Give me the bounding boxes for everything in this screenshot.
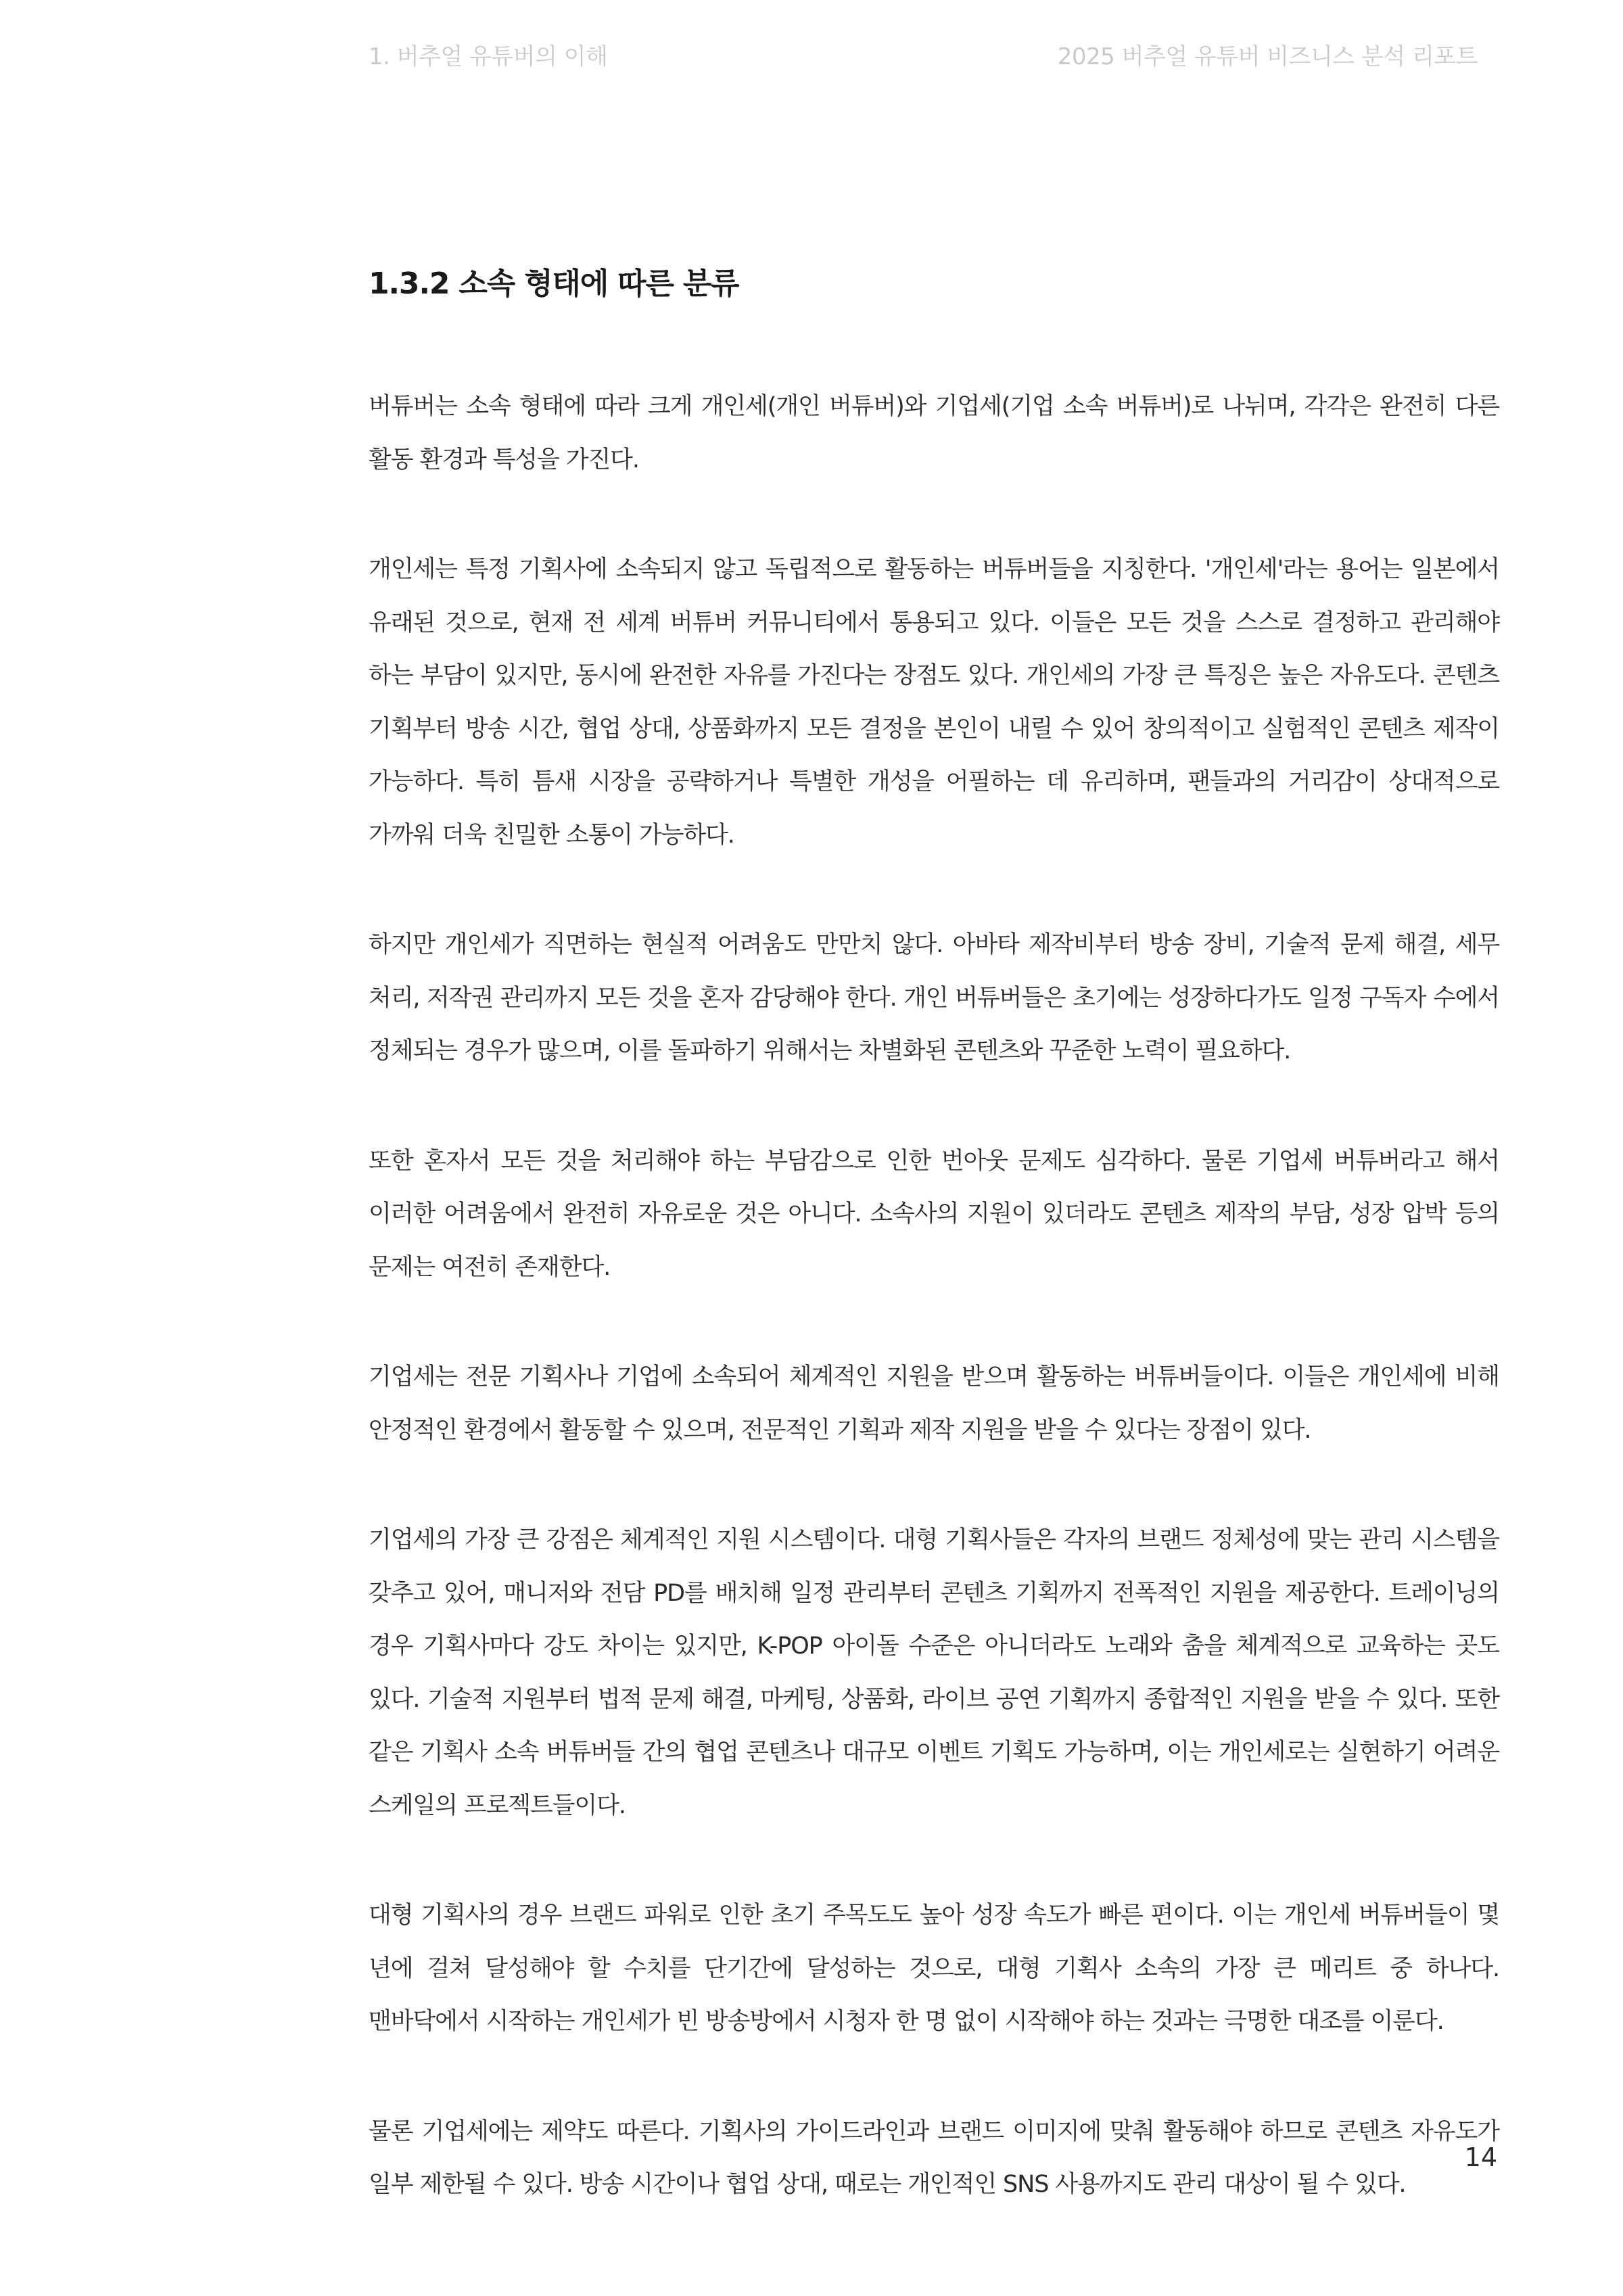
section-title: 1.3.2 소속 형태에 따른 분류 [369,266,739,301]
chapter-header: 1. 버추얼 유튜버의 이해 [369,43,608,70]
running-header [369,38,1478,72]
page-content [369,260,1499,2268]
paragraph-corporate-support: 기업세의 가장 큰 강점은 체계적인 지원 시스템이다. 대형 기획사들은 각자의 브랜드 정체성에 맞는 관리 시스템을 갖추고 있어, 매니저와 전담 PD를 배치해 일정 관리부터 콘텐츠 기획까지 전폭적인 지원을 제공한다. 트레이닝의 경우 기획사마다 강도 차이는 있지만, K-POP 아이돌 수준은 아니더라도 노래와 춤을 체계적으로 교육하는 곳도 있다. 기술적 지원부터 법적 문제 해결, 마케팅, 상품화, 라이브 공연 기획까지 종합적인 지원을 받을 수 있다. 또한 같은 기획사 소속 버튜버들 간의 협업 콘텐츠나 대규모 이벤트 기획도 가능하며, 이는 개인세로는 실현하기 어려운 스케일의 프로젝트들이다. [369,1526,1499,1819]
paragraph-independent-difficulties: 하지만 개인세가 직면하는 현실적 어려움도 만만치 않다. 아바타 제작비부터 방송 장비, 기술적 문제 해결, 세무 처리, 저작권 관리까지 모든 것을 혼자 감당해야 한다. 개인 버튜버들은 초기에는 성장하다가도 일정 구독자 수에서 정체되는 경우가 많으며, 이를 돌파하기 위해서는 차별화된 콘텐츠와 꾸준한 노력이 필요하다. [369,931,1499,1064]
paragraph-corporate-definition: 기업세는 전문 기획사나 기업에 소속되어 체계적인 지원을 받으며 활동하는 버튜버들이다. 이들은 개인세에 비해 안정적인 환경에서 활동할 수 있으며, 전문적인 기획과 제작 지원을 받을 수 있다는 장점이 있다. [369,1363,1499,1444]
paragraph-intro: 버튜버는 소속 형태에 따라 크게 개인세(개인 버튜버)와 기업세(기업 소속 버튜버)로 나뉘며, 각각은 완전히 다른 활동 환경과 특성을 가진다. [369,393,1499,473]
paragraph-burnout: 또한 혼자서 모든 것을 처리해야 하는 부담감으로 인한 번아웃 문제도 심각하다. 물론 기업세 버튜버라고 해서 이러한 어려움에서 완전히 자유로운 것은 아니다. 소속사의 지원이 있더라도 콘텐츠 제작의 부담, 성장 압박 등의 문제는 여전히 존재한다. [369,1147,1499,1281]
paragraph-corporate-growth: 대형 기획사의 경우 브랜드 파워로 인한 초기 주목도도 높아 성장 속도가 빠른 편이다. 이는 개인세 버튜버들이 몇 년에 걸쳐 달성해야 할 수치를 단기간에 달성하는 것으로, 대형 기획사 소속의 가장 큰 메리트 중 하나다. 맨바닥에서 시작하는 개인세가 빈 방송방에서 시청자 한 명 없이 시작해야 하는 것과는 극명한 대조를 이룬다. [369,1902,1499,2035]
page-number: 14 [1464,2142,1497,2172]
report-title-header: 2025 버추얼 유튜버 비즈니스 분석 리포트 [1057,43,1478,70]
paragraph-independent-definition: 개인세는 특정 기획사에 소속되지 않고 독립적으로 활동하는 버튜버들을 지칭한다. '개인세'라는 용어는 일본에서 유래된 것으로, 현재 전 세계 버튜버 커뮤니티에서 통용되고 있다. 이들은 모든 것을 스스로 결정하고 관리해야 하는 부담이 있지만, 동시에 완전한 자유를 가진다는 장점도 있다. 개인세의 가장 큰 특징은 높은 자유도다. 콘텐츠 기획부터 방송 시간, 협업 상대, 상품화까지 모든 결정을 본인이 내릴 수 있어 창의적이고 실험적인 콘텐츠 제작이 가능하다. 특히 틈새 시장을 공략하거나 특별한 개성을 어필하는 데 유리하며, 팬들과의 거리감이 상대적으로 가까워 더욱 친밀한 소통이 가능하다. [369,556,1499,849]
paragraph-corporate-constraints: 물론 기업세에는 제약도 따른다. 기획사의 가이드라인과 브랜드 이미지에 맞춰 활동해야 하므로 콘텐츠 자유도가 일부 제한될 수 있다. 방송 시간이나 협업 상대, 때로는 개인적인 SNS 사용까지도 관리 대상이 될 수 있다. [369,2117,1499,2198]
